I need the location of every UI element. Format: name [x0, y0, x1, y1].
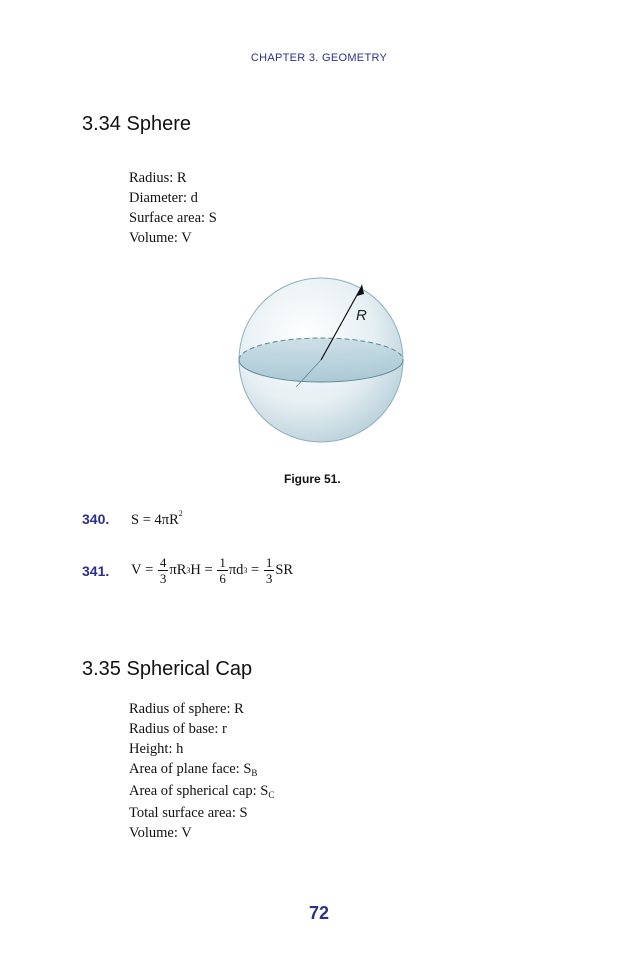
figure-caption: Figure 51.	[284, 472, 341, 486]
definition-surface-area: Surface area: S	[129, 210, 217, 226]
sphere-definitions	[129, 168, 217, 248]
section-title-spherical-cap: 3.35 Spherical Cap	[82, 658, 253, 680]
radius-label: R	[356, 307, 367, 324]
fraction-1-3: $\frac{1}{3}$	[265, 554, 273, 586]
formula-number-340: 340.	[82, 511, 110, 527]
definition-radius: Radius: R	[129, 170, 187, 186]
sphere-figure	[226, 272, 416, 462]
page-number: 72	[308, 903, 330, 923]
formula-341-eq2: =	[204, 561, 213, 578]
definition-diameter: Diameter: d	[129, 190, 198, 206]
formula-340	[131, 509, 183, 529]
chapter-header: CHAPTER 3. GEOMETRY	[250, 52, 388, 64]
definition-height: Height: h	[129, 741, 184, 757]
fraction-4-3: $\frac{4}{3}$	[159, 554, 167, 586]
definition-cap-volume: Volume: V	[129, 825, 192, 841]
term-sr: SR	[275, 561, 294, 578]
term-pi-d: πd	[228, 561, 244, 578]
formula-340-rhs: 4πR	[154, 512, 179, 528]
formula-341-eq3: =	[251, 561, 260, 578]
definition-cap-area: Area of spherical cap: $S_C$	[129, 783, 275, 800]
fraction-1-6: $\frac{1}{6}$	[219, 554, 226, 586]
section-title-sphere: 3.34 Sphere	[82, 113, 191, 135]
definition-plane-face: Area of plane face: $S_B$	[129, 761, 258, 778]
formula-341-lhs: V	[131, 561, 142, 578]
definition-volume: Volume: V	[129, 230, 192, 246]
definition-radius-sphere: Radius of sphere: R	[129, 701, 244, 717]
cap-definitions	[129, 699, 274, 843]
formula-number-341: 341.	[82, 563, 110, 579]
definition-radius-base: Radius of base: r	[129, 721, 227, 737]
term-pi-r: πR	[169, 561, 187, 578]
formula-340-lhs: S	[131, 512, 140, 528]
formula-341-eq1: =	[145, 561, 154, 578]
definition-total-surface: Total surface area: S	[129, 805, 248, 821]
formula-340-eq: =	[142, 512, 151, 528]
formula-340-exp: 2	[178, 509, 183, 518]
formula-341: V = $\frac{4}{3}$ πR 3 H = $\frac{1}{6}$ πd 3 = $\frac{1}{3}$ SR	[131, 554, 294, 586]
